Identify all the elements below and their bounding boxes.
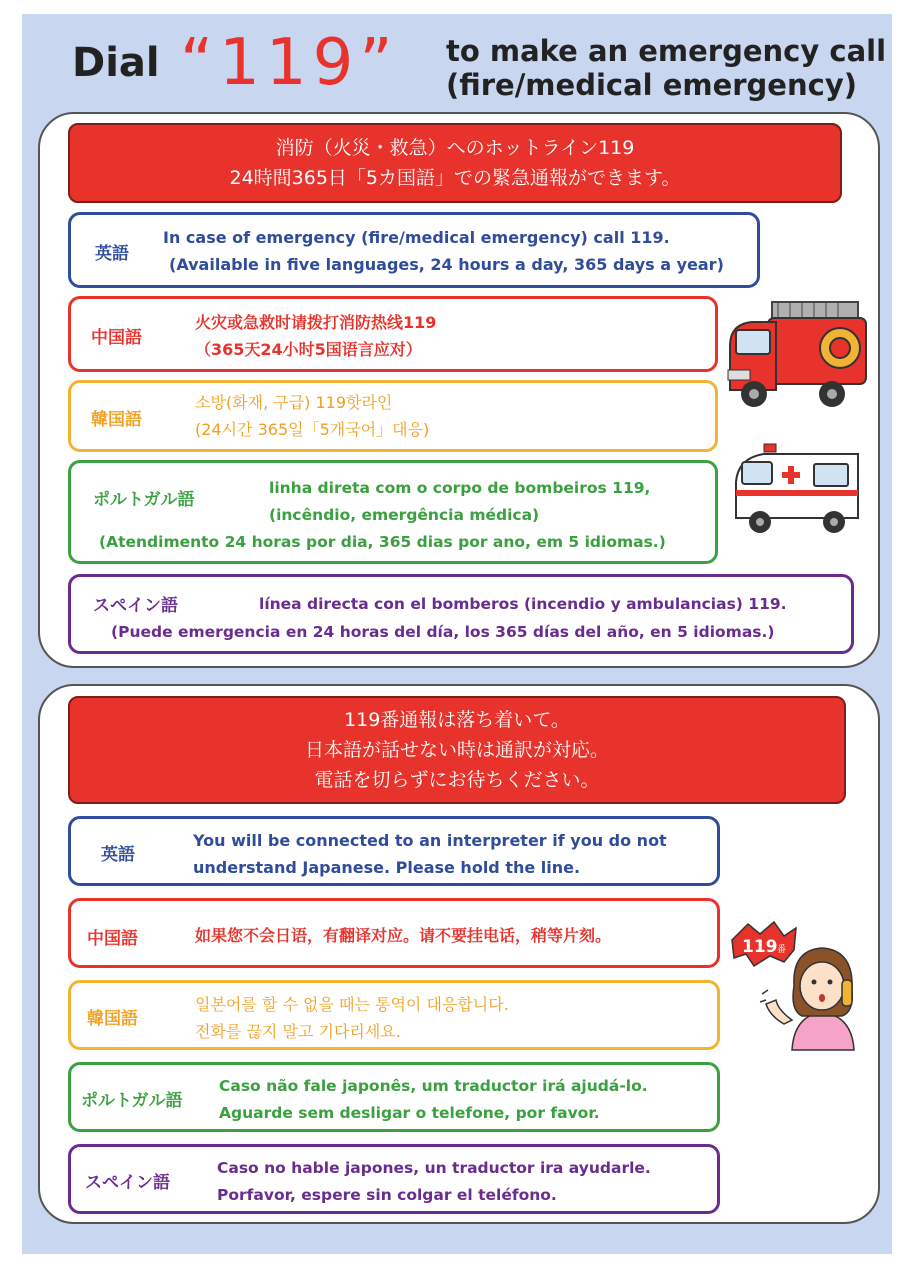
bubble-suffix: 番 xyxy=(777,945,787,955)
fire-truck-illustration xyxy=(724,290,870,416)
hotline-portuguese-box xyxy=(68,460,718,564)
language-label-chinese: 中国語 xyxy=(87,929,138,949)
language-label-portuguese: ポルトガル語 xyxy=(81,1091,183,1111)
woman-calling-illustration xyxy=(730,920,870,1054)
ambulance-illustration xyxy=(730,438,866,538)
interpreter-spanish-box xyxy=(68,1144,720,1214)
hotline-banner xyxy=(68,123,842,203)
interpreter-portuguese-line-1: Caso não fale japonês, um traductor irá ajudá-lo. xyxy=(219,1077,648,1095)
interpreter-korean-box xyxy=(68,980,720,1050)
interpreter-english-line-2: understand Japanese. Please hold the line. xyxy=(193,858,581,877)
interpreter-english-line-1: You will be connected to an interpreter if you do not xyxy=(193,831,667,850)
hotline-chinese-text xyxy=(195,309,436,363)
language-label-korean: 韓国語 xyxy=(87,1009,138,1029)
hotline-spanish-box xyxy=(68,574,854,654)
interpreter-banner-line-1: 119番通報は落ち着いて。 xyxy=(344,709,570,731)
interpreter-banner xyxy=(68,696,846,804)
interpreter-portuguese-line-2: Aguarde sem desligar o telefone, por favor. xyxy=(219,1104,600,1122)
hotline-english-line-1: In case of emergency (fire/medical emergency) call 119. xyxy=(163,228,670,247)
language-label-chinese: 中国語 xyxy=(91,328,142,348)
interpreter-spanish-text xyxy=(217,1155,651,1209)
title-dial: Dial xyxy=(72,40,160,86)
hotline-english-box xyxy=(68,212,760,288)
interpreter-korean-line-2: 전화를 끊지 말고 기다리세요. xyxy=(195,1022,401,1041)
bubble-number: 119 xyxy=(742,937,778,957)
hotline-portuguese-text xyxy=(269,475,650,529)
interpreter-chinese-line-1: 如果您不会日语，有翻译对应。请不要挂电话，稍等片刻。 xyxy=(195,926,612,945)
hotline-korean-text xyxy=(195,389,429,443)
title-subtitle xyxy=(446,34,886,102)
hotline-korean-box xyxy=(68,380,718,452)
hotline-korean-line-1: 소방(화재, 구급) 119핫라인 xyxy=(195,393,393,412)
hotline-banner-line-1: 消防（火災・救急）へのホットライン119 xyxy=(275,137,635,159)
interpreter-korean-line-1: 일본어를 할 수 없을 때는 통역이 대응합니다. xyxy=(195,995,509,1014)
title-line-2: (fire/medical emergency) xyxy=(446,68,857,102)
hotline-chinese-line-1: 火灾或急救时请拨打消防热线119 xyxy=(195,313,437,332)
language-label-spanish: スペイン語 xyxy=(93,596,178,616)
hotline-chinese-box xyxy=(68,296,718,372)
interpreter-chinese-box xyxy=(68,898,720,968)
language-label-spanish: スペイン語 xyxy=(85,1173,170,1193)
language-label-english: 英語 xyxy=(95,244,129,264)
hotline-portuguese-line-1: linha direta com o corpo de bombeiros 119, xyxy=(269,479,651,497)
hotline-english-line-2: (Available in five languages, 24 hours a day, 365 days a year) xyxy=(169,255,724,274)
interpreter-english-text xyxy=(193,827,667,881)
language-label-portuguese: ポルトガル語 xyxy=(93,490,195,510)
title-number: “119” xyxy=(180,26,399,100)
interpreter-spanish-line-2: Porfavor, espere sin colgar el teléfono. xyxy=(217,1186,557,1204)
hotline-korean-line-2: (24시간 365일「5개국어」대응) xyxy=(195,420,430,439)
hotline-banner-line-2: 24時間365日「5カ国語」での緊急通報ができます。 xyxy=(229,167,681,189)
interpreter-portuguese-box xyxy=(68,1062,720,1132)
hotline-spanish-line-1: línea directa con el bomberos (incendio y ambulancias) 119. xyxy=(259,595,787,613)
hotline-chinese-line-2: （365天24小时5国语言应对） xyxy=(195,340,422,359)
hotline-spanish-line-2: (Puede emergencia en 24 horas del día, los 365 días del año, en 5 idiomas.) xyxy=(111,623,775,641)
title-line-1: to make an emergency call xyxy=(446,34,887,68)
interpreter-banner-line-2: 日本語が話せない時は通訳が対応。 xyxy=(304,739,609,761)
hotline-portuguese-line-3: (Atendimento 24 horas por dia, 365 dias por ano, em 5 idiomas.) xyxy=(99,533,666,551)
language-label-korean: 韓国語 xyxy=(91,410,142,430)
interpreter-portuguese-text xyxy=(219,1073,648,1127)
hotline-english-text xyxy=(163,224,724,278)
hotline-portuguese-line-2: (incêndio, emergência médica) xyxy=(269,506,540,524)
interpreter-english-box xyxy=(68,816,720,886)
language-label-english: 英語 xyxy=(101,845,135,865)
interpreter-korean-text xyxy=(195,991,509,1045)
interpreter-spanish-line-1: Caso no hable japones, un traductor ira ayudarle. xyxy=(217,1159,651,1177)
interpreter-banner-line-3: 電話を切らずにお待ちください。 xyxy=(314,769,600,791)
